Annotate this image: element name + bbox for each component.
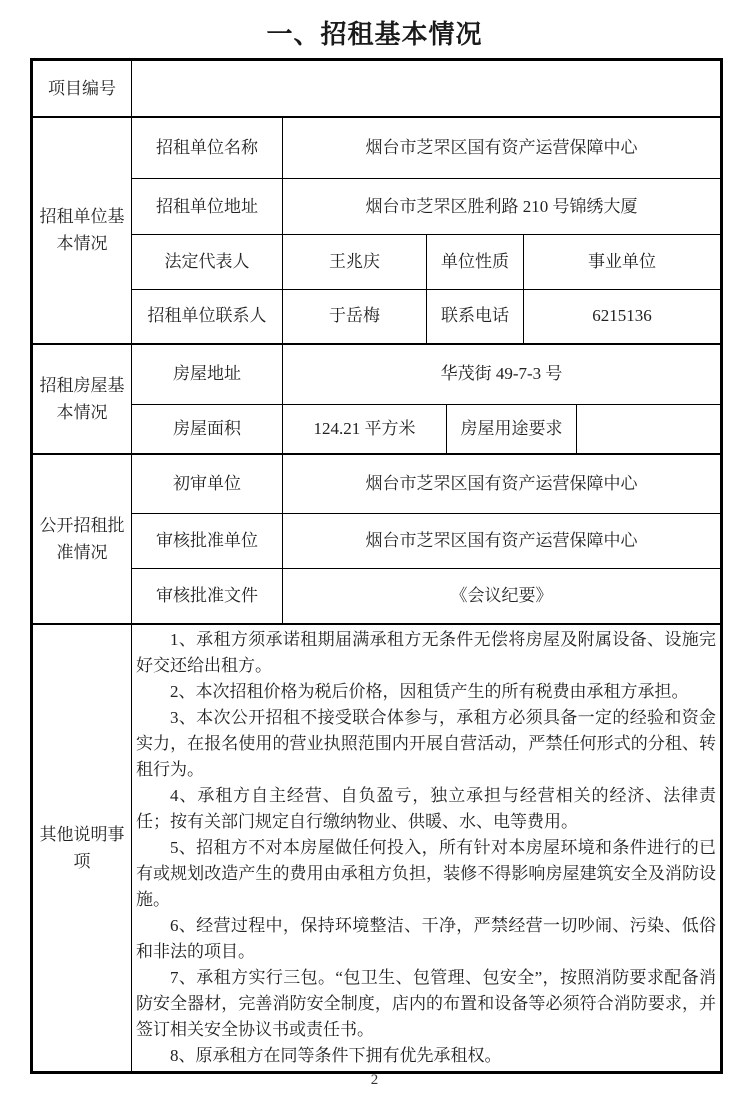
note-paragraph: 6、经营过程中，保持环境整洁、干净，严禁经营一切吵闹、污染、低俗和非法的项目。 [136,915,717,961]
project-number-label: 项目编号 [32,60,132,117]
page-number: 2 [370,1072,379,1088]
page-title: 一、招租基本情况 [266,20,483,49]
house-usage-value [577,405,722,454]
approval-unit-value: 烟台市芝罘区国有资产运营保障中心 [283,514,722,569]
notes-row [32,624,722,1073]
contact-person-row [32,290,722,344]
org-name-row [32,117,722,179]
approval-unit-label: 审核批准单位 [132,514,283,569]
note-paragraph: 4、承租方自主经营、自负盈亏，独立承担与经营相关的经济、法律责任；按有关部门规定自行缴纳物业、供暖、水、电等费用。 [136,785,717,831]
section-label-landlord-unit: 招租单位基本情况 [32,117,132,344]
section-label-approval: 公开招租批准情况 [32,454,132,624]
unit-type-value: 事业单位 [524,235,722,290]
legal-rep-label: 法定代表人 [132,235,283,290]
approval-doc-label: 审核批准文件 [132,569,283,624]
house-area-value: 124.21 平方米 [283,405,447,454]
project-number-row [32,60,722,117]
contact-person-value: 于岳梅 [283,290,427,344]
note-paragraph: 5、招租方不对本房屋做任何投入，所有针对本房屋环境和条件进行的已有或规划改造产生的费用由承租方负担，装修不得影响房屋建筑安全及消防设施。 [136,837,717,909]
initial-review-label: 初审单位 [132,454,283,514]
initial-review-row [32,454,722,514]
approval-doc-row [32,569,722,624]
notes-content [132,624,722,1073]
org-address-row [32,179,722,235]
initial-review-value: 烟台市芝罘区国有资产运营保障中心 [283,454,722,514]
approval-doc-value: 《会议纪要》 [283,569,722,624]
house-address-value: 华茂街 49-7-3 号 [283,344,722,405]
project-number-value [132,60,722,117]
rental-info-table [30,58,723,1074]
note-paragraph: 2、本次招租价格为税后价格，因租赁产生的所有税费由承租方承担。 [170,681,689,701]
house-address-label: 房屋地址 [132,344,283,405]
org-address-label: 招租单位地址 [132,179,283,235]
contact-person-label: 招租单位联系人 [132,290,283,344]
house-area-row [32,405,722,454]
phone-label: 联系电话 [427,290,524,344]
org-name-label: 招租单位名称 [132,117,283,179]
notes-label: 其他说明事项 [32,624,132,1073]
approval-unit-row [32,514,722,569]
org-name-value: 烟台市芝罘区国有资产运营保障中心 [283,117,722,179]
house-address-row [32,344,722,405]
note-paragraph: 7、承租方实行三包。“包卫生、包管理、包安全”，按照消防要求配备消防安全器材，完善消防安全制度，店内的布置和设备等必须符合消防要求，并签订相关安全协议书或责任书。 [136,967,717,1039]
house-area-label: 房屋面积 [132,405,283,454]
legal-rep-value: 王兆庆 [283,235,427,290]
house-usage-label: 房屋用途要求 [447,405,577,454]
legal-rep-row [32,235,722,290]
phone-value: 6215136 [524,290,722,344]
unit-type-label: 单位性质 [427,235,524,290]
org-address-value: 烟台市芝罘区胜利路 210 号锦绣大厦 [283,179,722,235]
section-label-house: 招租房屋基本情况 [32,344,132,454]
note-paragraph: 3、本次公开招租不接受联合体参与，承租方必须具备一定的经验和资金实力，在报名使用的营业执照范围内开展自营活动，严禁任何形式的分租、转租行为。 [136,707,717,779]
note-paragraph: 1、承租方须承诺租期届满承租方无条件无偿将房屋及附属设备、设施完好交还给出租方。 [136,629,717,675]
note-paragraph: 8、原承租方在同等条件下拥有优先承租权。 [170,1045,502,1065]
